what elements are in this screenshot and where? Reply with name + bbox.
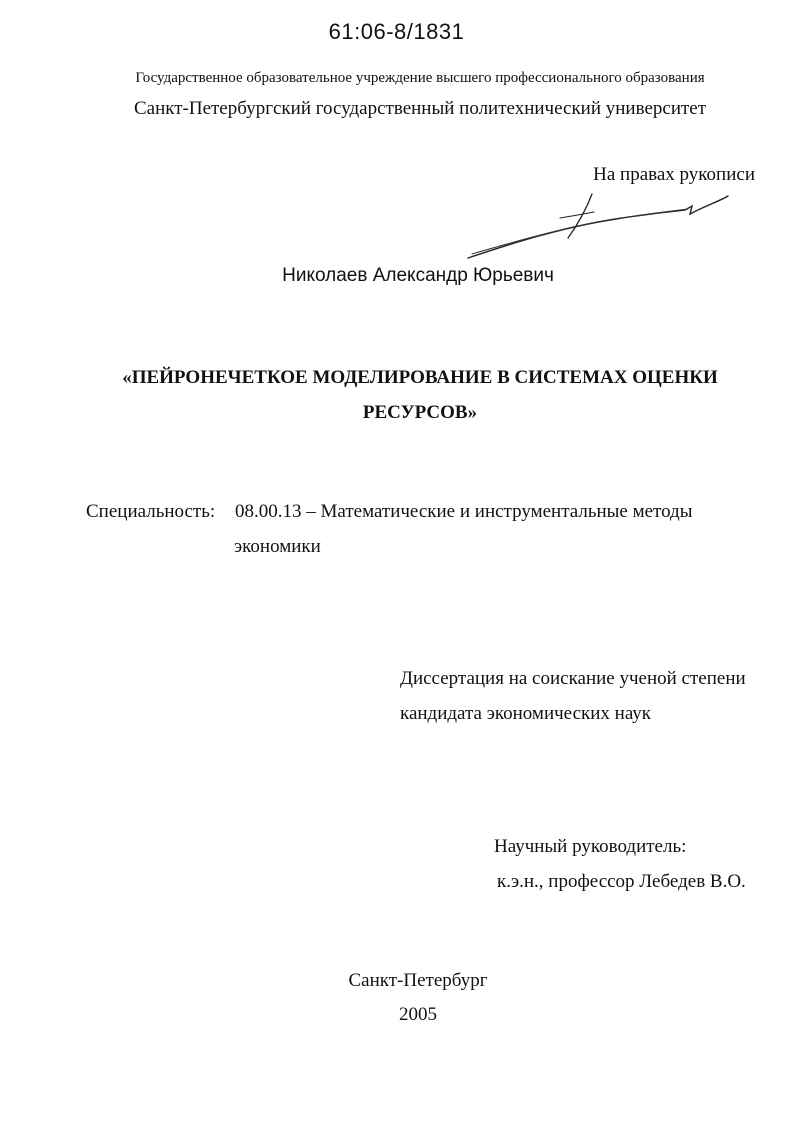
specialty-label: Специальность: — [86, 501, 216, 522]
supervisor-name: к.э.н., профессор Лебедев В.О. — [497, 871, 746, 892]
university-name: Санкт-Петербургский государственный политехнический университет — [133, 98, 707, 119]
institution-header: Государственное образовательное учреждение высшего профессионального образования — [135, 70, 705, 86]
dissertation-title-line-2: РЕСУРСОВ» — [362, 402, 478, 423]
handwritten-signature — [460, 184, 750, 264]
archive-stamp-number: 61:06-8/1831 — [328, 19, 465, 44]
dissertation-title-line-1: «ПЕЙРОНЕЧЕТКОЕ МОДЕЛИРОВАНИЕ В СИСТЕМАХ ОЦЕНКИ — [122, 367, 718, 388]
dissertation-purpose-line-2: кандидата экономических наук — [400, 703, 652, 724]
dissertation-purpose-line-1: Диссертация на соискание ученой степени — [400, 668, 746, 689]
year: 2005 — [399, 1004, 437, 1025]
specialty-value-continuation: экономики — [234, 536, 321, 557]
city: Санкт-Петербург — [348, 970, 488, 991]
manuscript-rights-note: На правах рукописи — [593, 164, 755, 185]
specialty-value: 08.00.13 – Математические и инструментальные методы — [235, 501, 693, 522]
author-name: Николаев Александр Юрьевич — [282, 265, 554, 286]
supervisor-label: Научный руководитель: — [494, 836, 687, 857]
